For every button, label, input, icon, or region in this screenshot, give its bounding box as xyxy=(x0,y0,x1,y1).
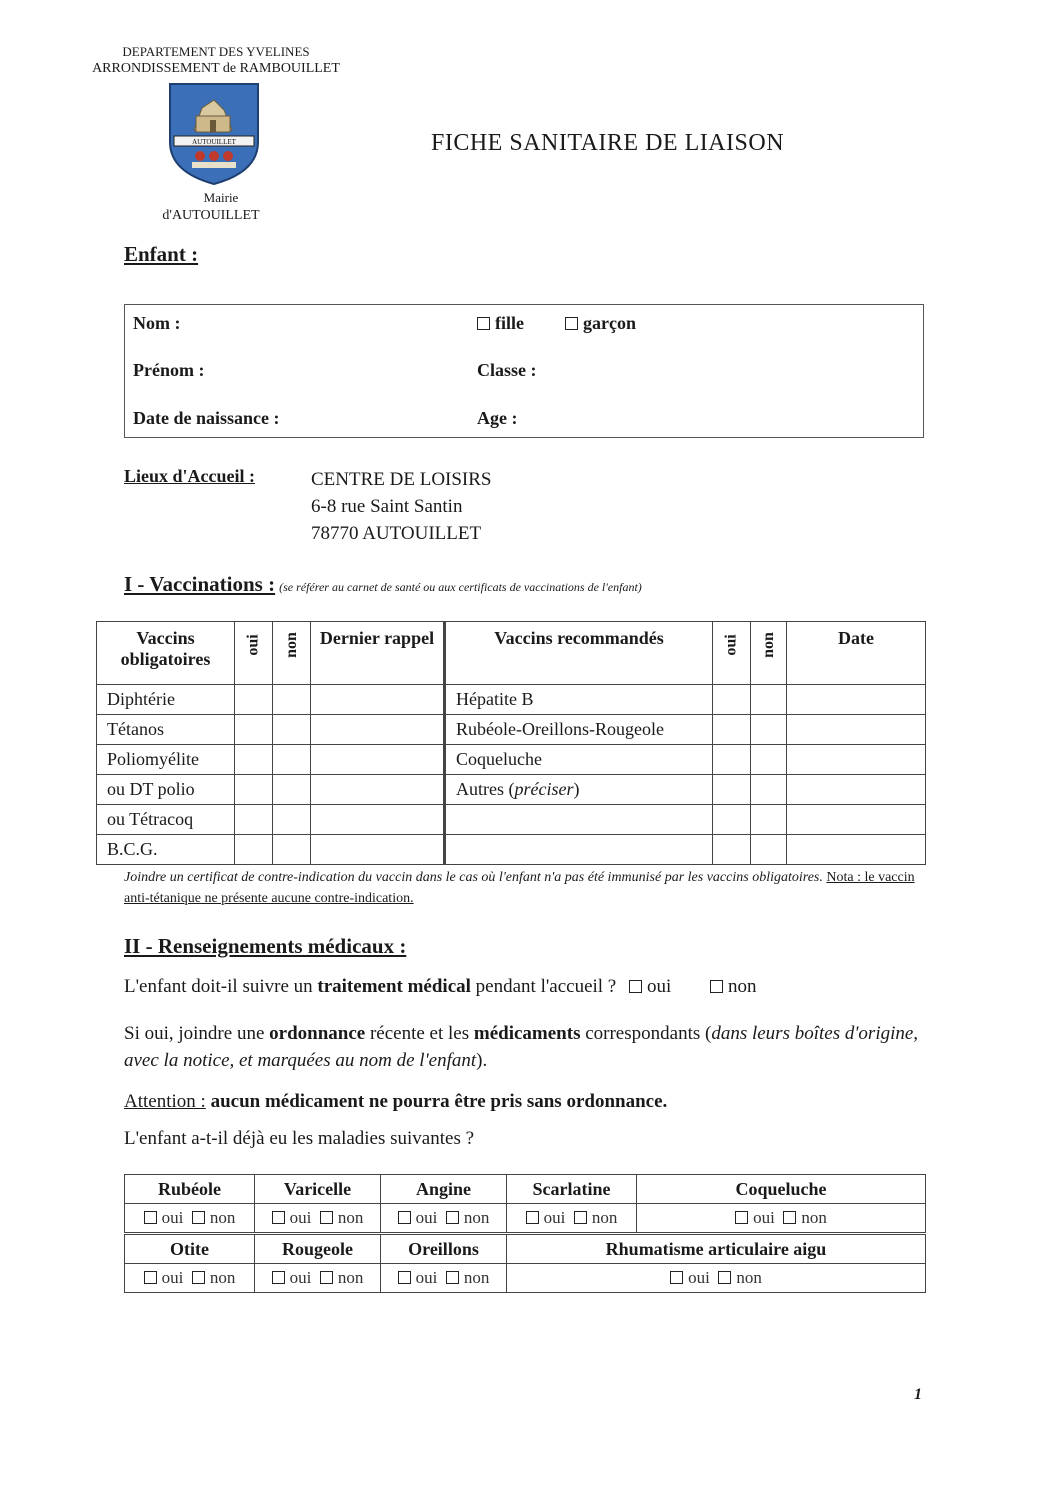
traitement-non-option[interactable]: non xyxy=(710,976,757,997)
vaccin-dt-polio: ou DT polio xyxy=(97,775,235,805)
vaccin-autres: Autres (préciser) xyxy=(445,775,713,805)
crest-banner-text: AUTOUILLET xyxy=(192,138,236,146)
oui-non-choice[interactable]: oui non xyxy=(255,1204,381,1233)
cell-non[interactable] xyxy=(751,715,787,745)
maladie-rougeole: Rougeole xyxy=(255,1235,381,1264)
lieux-accueil-address xyxy=(311,466,492,547)
cell-non[interactable] xyxy=(751,805,787,835)
cell-rappel[interactable] xyxy=(311,805,445,835)
col-non-1: non xyxy=(273,622,311,685)
table-row xyxy=(97,745,926,775)
maladie-rhumatisme: Rhumatisme articulaire aigu xyxy=(507,1235,926,1264)
cell-oui[interactable] xyxy=(713,745,751,775)
cell-rappel[interactable] xyxy=(311,775,445,805)
oui-non-choice[interactable]: oui non xyxy=(125,1264,255,1293)
cell-oui[interactable] xyxy=(235,805,273,835)
maladies-question: L'enfant a-t-il déjà eu les maladies suivantes ? xyxy=(124,1128,475,1149)
footnote-text: Joindre un certificat de contre-indication du vaccin dans le cas où l'enfant n'a pas été immunisé par les vaccins obligatoires. xyxy=(124,870,823,885)
maladies-table-2 xyxy=(124,1234,926,1293)
col-oui-2: oui xyxy=(713,622,751,685)
lieux-accueil-label: Lieux d'Accueil : xyxy=(124,466,255,486)
cell-date[interactable] xyxy=(787,835,926,865)
attention-line xyxy=(124,1091,667,1113)
maladie-varicelle: Varicelle xyxy=(255,1175,381,1204)
garcon-checkbox[interactable] xyxy=(565,317,578,330)
cell-recommande-empty[interactable] xyxy=(445,805,713,835)
col-vaccins-recommandes: Vaccins recommandés xyxy=(445,622,713,685)
garcon-option[interactable] xyxy=(565,313,636,334)
oui-non-choice[interactable]: oui non xyxy=(125,1204,255,1233)
cell-oui[interactable] xyxy=(713,775,751,805)
maladie-coqueluche: Coqueluche xyxy=(637,1175,926,1204)
oui-non-choice[interactable]: oui non xyxy=(381,1204,507,1233)
maladie-rubeole: Rubéole xyxy=(125,1175,255,1204)
address-line-1: CENTRE DE LOISIRS xyxy=(311,469,492,490)
oui-non-choice[interactable]: oui non xyxy=(507,1204,637,1233)
cell-non[interactable] xyxy=(751,745,787,775)
table-row xyxy=(125,1235,926,1264)
cell-date[interactable] xyxy=(787,775,926,805)
cell-date[interactable] xyxy=(787,745,926,775)
traitement-oui-option[interactable]: oui xyxy=(629,976,671,997)
oui-non-choice[interactable]: oui non xyxy=(637,1204,926,1233)
arrondissement-line: ARRONDISSEMENT de RAMBOUILLET xyxy=(92,61,340,76)
nom-label: Nom : xyxy=(133,313,181,333)
table-row xyxy=(125,1204,926,1233)
vaccinations-heading-row xyxy=(124,572,642,597)
page-title: FICHE SANITAIRE DE LIAISON xyxy=(431,130,785,156)
vaccinations-table xyxy=(96,621,926,865)
cell-date[interactable] xyxy=(787,685,926,715)
cell-oui[interactable] xyxy=(235,835,273,865)
cell-oui[interactable] xyxy=(713,715,751,745)
cell-rappel[interactable] xyxy=(311,835,445,865)
fille-option[interactable] xyxy=(477,313,524,334)
col-dernier-rappel: Dernier rappel xyxy=(311,622,445,685)
col-oui-1: oui xyxy=(235,622,273,685)
maladie-angine: Angine xyxy=(381,1175,507,1204)
cell-non[interactable] xyxy=(273,775,311,805)
cell-oui[interactable] xyxy=(235,685,273,715)
traitement-non-checkbox[interactable] xyxy=(710,980,723,993)
table-row xyxy=(97,805,926,835)
cell-oui[interactable] xyxy=(713,685,751,715)
address-line-3: 78770 AUTOUILLET xyxy=(311,523,482,544)
vaccin-coqueluche: Coqueluche xyxy=(445,745,713,775)
cell-oui[interactable] xyxy=(713,835,751,865)
cell-oui[interactable] xyxy=(235,745,273,775)
cell-non[interactable] xyxy=(273,805,311,835)
cell-non[interactable] xyxy=(751,775,787,805)
col-date: Date xyxy=(787,622,926,685)
table-row xyxy=(97,775,926,805)
age-label: Age : xyxy=(477,408,518,428)
classe-label: Classe : xyxy=(477,360,537,380)
address-line-2: 6-8 rue Saint Santin xyxy=(311,496,463,517)
attention-label: Attention : xyxy=(124,1091,206,1112)
vaccin-poliomyelite: Poliomyélite xyxy=(97,745,235,775)
vaccin-tetracoq: ou Tétracoq xyxy=(97,805,235,835)
prenom-label: Prénom : xyxy=(133,360,205,380)
cell-oui[interactable] xyxy=(235,715,273,745)
mairie-commune-line: d'AUTOUILLET xyxy=(162,208,260,223)
child-identity-box xyxy=(124,304,924,438)
cell-oui[interactable] xyxy=(235,775,273,805)
enfant-heading: Enfant : xyxy=(124,242,199,266)
col-non-2: non xyxy=(751,622,787,685)
vaccin-diphterie: Diphtérie xyxy=(97,685,235,715)
cell-non[interactable] xyxy=(273,685,311,715)
attention-text: aucun médicament ne pourra être pris sans ordonnance. xyxy=(205,1091,668,1112)
fille-checkbox[interactable] xyxy=(477,317,490,330)
vaccin-hepatite-b: Hépatite B xyxy=(445,685,713,715)
cell-non[interactable] xyxy=(273,715,311,745)
vaccin-tetanos: Tétanos xyxy=(97,715,235,745)
garcon-label: garçon xyxy=(583,313,636,333)
vaccinations-note: (se référer au carnet de santé ou aux certificats de vaccinations de l'enfant) xyxy=(279,580,642,594)
vaccin-ror: Rubéole-Oreillons-Rougeole xyxy=(445,715,713,745)
vaccinations-header-row xyxy=(97,622,926,685)
cell-non[interactable] xyxy=(273,745,311,775)
cell-date[interactable] xyxy=(787,715,926,745)
cell-rappel[interactable] xyxy=(311,745,445,775)
cell-oui[interactable] xyxy=(713,805,751,835)
vaccination-footnote xyxy=(124,867,924,909)
cell-rappel[interactable] xyxy=(311,685,445,715)
table-row xyxy=(97,685,926,715)
table-row xyxy=(125,1175,926,1204)
table-row xyxy=(97,835,926,865)
footnote-nota: Nota : le vaccin anti-tétanique ne présente aucune contre-indication. xyxy=(124,870,915,906)
autouillet-crest-logo xyxy=(166,80,262,188)
oui-non-choice[interactable]: oui non xyxy=(381,1264,507,1293)
cell-non[interactable] xyxy=(751,685,787,715)
mairie-line: Mairie xyxy=(203,190,239,205)
maladies-table-1 xyxy=(124,1174,926,1233)
table-row xyxy=(125,1264,926,1293)
date-naissance-label: Date de naissance : xyxy=(133,408,280,428)
maladie-scarlatine: Scarlatine xyxy=(507,1175,637,1204)
cell-non[interactable] xyxy=(273,835,311,865)
vaccin-bcg: B.C.G. xyxy=(97,835,235,865)
traitement-question: L'enfant doit-il suivre un traitement médical pendant l'accueil ? oui non xyxy=(124,976,757,997)
cell-rappel[interactable] xyxy=(311,715,445,745)
traitement-oui-checkbox[interactable] xyxy=(629,980,642,993)
cell-non[interactable] xyxy=(751,835,787,865)
page-number: 1 xyxy=(914,1386,922,1403)
cell-recommande-empty[interactable] xyxy=(445,835,713,865)
medical-heading: II - Renseignements médicaux : xyxy=(124,934,407,958)
ordonnance-paragraph: Si oui, joindre une ordonnance récente et les médicaments correspondants (dans leurs boîtes d'origine, avec la notice, et marquées au nom de l'enfant). xyxy=(124,1023,919,1071)
maladie-otite: Otite xyxy=(125,1235,255,1264)
maladie-oreillons: Oreillons xyxy=(381,1235,507,1264)
col-vaccins-obligatoires: Vaccins obligatoires xyxy=(97,622,235,685)
table-row xyxy=(97,715,926,745)
department-line: DEPARTEMENT DES YVELINES xyxy=(122,44,310,59)
oui-non-choice[interactable]: oui non xyxy=(255,1264,381,1293)
cell-date[interactable] xyxy=(787,805,926,835)
fille-label: fille xyxy=(495,313,524,333)
oui-non-choice[interactable]: oui non xyxy=(507,1264,926,1293)
vaccinations-heading: I - Vaccinations : xyxy=(124,572,276,596)
